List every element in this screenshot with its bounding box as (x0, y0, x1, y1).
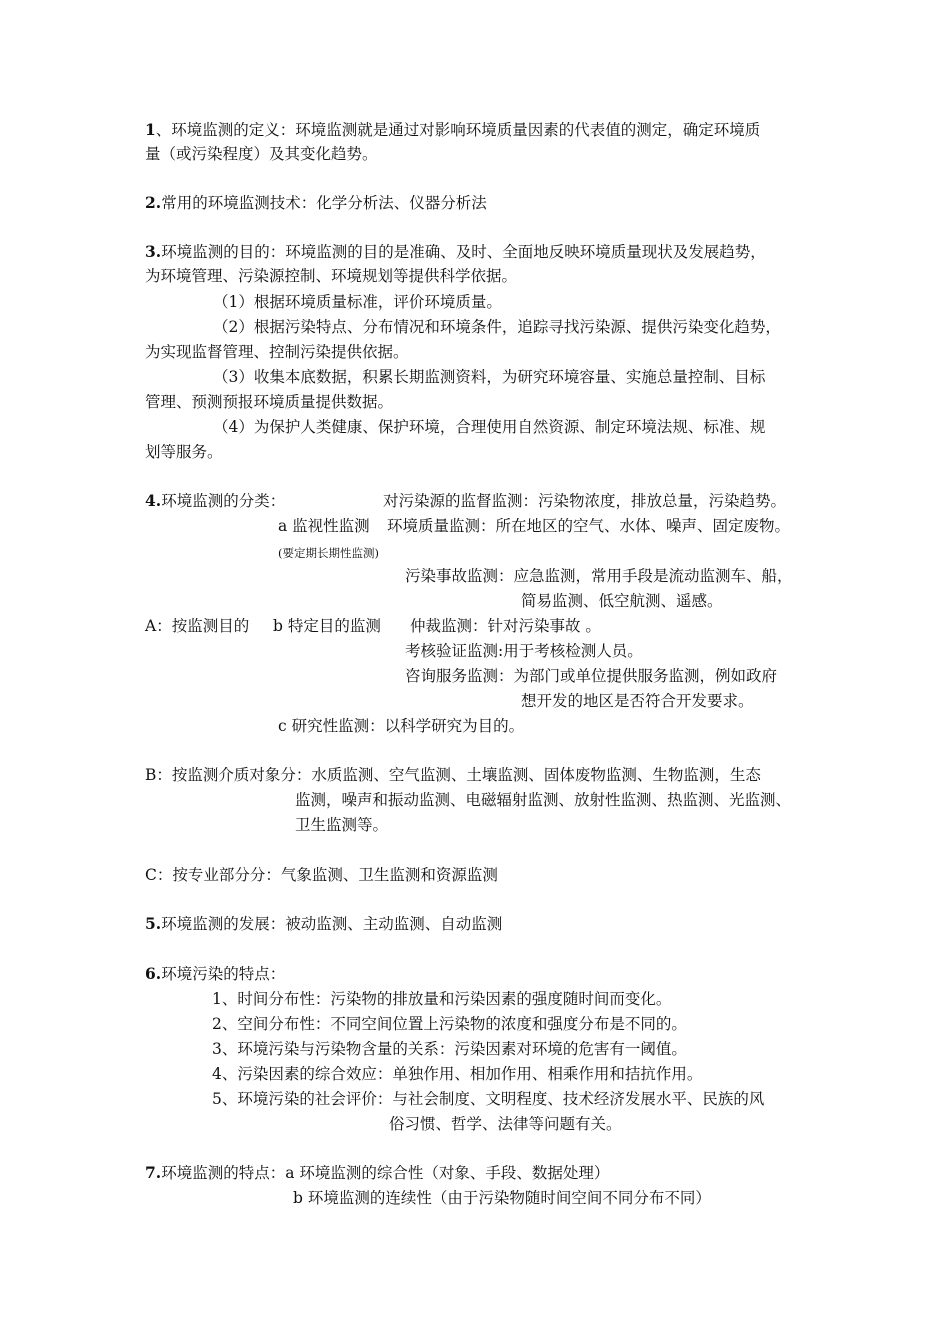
section-5-number: 5. (145, 914, 162, 933)
section-2-text: 常用的环境监测技术：化学分析法、仪器分析法 (161, 194, 487, 212)
section-3-purpose: 环境监测的目的：环境监测的目的是准确、及时、全面地反映环境质量现状及发展趋势， (161, 243, 766, 261)
pollution-feature-2: 2、空间分布性：不同空间位置上污染物的浓度和强度分布是不同的。 (212, 1015, 687, 1033)
by-medium-line-3: 卫生监测等。 (295, 816, 389, 834)
section-3-line-2: 为环境管理、污染源控制、环境规划等提供科学依据。 (145, 267, 518, 285)
consulting-monitoring-line-2: 想开发的地区是否符合开发要求。 (521, 692, 754, 710)
section-4-title: 环境监测的分类： (161, 492, 286, 510)
purpose-item-4-line-2: 划等服务。 (145, 443, 223, 461)
section-2 (145, 193, 487, 213)
pollution-feature-3: 3、环境污染与污染物含量的关系：污染因素对环境的危害有一阈值。 (212, 1040, 687, 1058)
section-4-heading (145, 491, 285, 511)
accident-monitoring-line-1: 污染事故监测：应急监测，常用手段是流动监测车、船， (405, 567, 793, 585)
purpose-item-3-line-2: 管理、预测预报环境质量提供数据。 (145, 393, 394, 411)
surveillance-note: (要定期长期性监测) (278, 546, 379, 560)
section-7-title: 环境监测的特点： (161, 1164, 286, 1182)
monitoring-feature-b: b 环境监测的连续性（由于污染物随时间空间不同分布不同） (293, 1189, 711, 1207)
section-5 (145, 914, 502, 934)
verification-monitoring: 考核验证监测:用于考核检测人员。 (405, 642, 643, 660)
arbitration-monitoring: 仲裁监测：针对污染事故 。 (410, 617, 601, 635)
purpose-item-2-line-2: 为实现监督管理、控制污染提供依据。 (145, 343, 409, 361)
purpose-item-4-line-1: （4）为保护人类健康、保护环境，合理使用自然资源、制定环境法规、标准、规 (213, 418, 766, 436)
pollution-feature-5-line-2: 俗习惯、哲学、法律等问题有关。 (389, 1115, 622, 1133)
section-6-heading (145, 964, 285, 984)
purpose-item-1: （1）根据环境质量标准，评价环境质量。 (213, 293, 502, 311)
section-7-heading (145, 1163, 609, 1183)
section-1-definition: 、环境监测的定义：环境监测就是通过对影响环境质量因素的代表值的测定，确定环境质 (155, 121, 761, 139)
monitoring-feature-a: a 环境监测的综合性（对象、手段、数据处理） (285, 1164, 610, 1182)
purpose-item-3-line-1: （3）收集本底数据，积累长期监测资料，为研究环境容量、实施总量控制、目标 (213, 368, 766, 386)
section-4-number: 4. (145, 491, 162, 510)
section-2-number: 2. (145, 193, 162, 212)
section-5-text: 环境监测的发展：被动监测、主动监测、自动监测 (161, 915, 503, 933)
by-purpose-label: A：按监测目的 (145, 617, 250, 635)
section-6-title: 环境污染的特点： (161, 965, 286, 983)
pollution-feature-4: 4、污染因素的综合效应：单独作用、相加作用、相乘作用和拮抗作用。 (212, 1065, 703, 1083)
by-medium-line-2: 监测，噪声和振动监测、电磁辐射监测、放射性监测、热监测、光监测、 (295, 791, 792, 809)
special-purpose-monitoring-label: b 特定目的监测 (273, 617, 381, 635)
section-7-number: 7. (145, 1163, 162, 1182)
pollution-source-monitoring: 对污染源的监督监测：污染物浓度，排放总量，污染趋势。 (383, 492, 787, 510)
section-1-line-2: 量（或污染程度）及其变化趋势。 (145, 145, 378, 163)
section-1-number: 1 (145, 120, 156, 139)
research-monitoring: c 研究性监测：以科学研究为目的。 (278, 717, 525, 735)
section-3-number: 3. (145, 242, 162, 261)
section-6-number: 6. (145, 964, 162, 983)
pollution-feature-1: 1、时间分布性：污染物的排放量和污染因素的强度随时间而变化。 (212, 990, 672, 1008)
surveillance-monitoring-label: a 监视性监测 (278, 517, 370, 535)
consulting-monitoring-line-1: 咨询服务监测：为部门或单位提供服务监测，例如政府 (405, 667, 778, 685)
by-medium-line-1: B：按监测介质对象分：水质监测、空气监测、土壤监测、固体废物监测、生物监测，生态 (145, 766, 761, 784)
environmental-quality-monitoring: 环境质量监测：所在地区的空气、水体、噪声、固定废物。 (387, 517, 791, 535)
section-1-line-1 (145, 120, 760, 140)
by-department: C：按专业部分分：气象监测、卫生监测和资源监测 (145, 866, 498, 884)
section-3-line-1 (145, 242, 766, 262)
accident-monitoring-line-2: 简易监测、低空航测、遥感。 (521, 592, 723, 610)
pollution-feature-5-line-1: 5、环境污染的社会评价：与社会制度、文明程度、技术经济发展水平、民族的风 (212, 1090, 765, 1108)
purpose-item-2-line-1: （2）根据污染特点、分布情况和环境条件，追踪寻找污染源、提供污染变化趋势， (213, 318, 781, 336)
